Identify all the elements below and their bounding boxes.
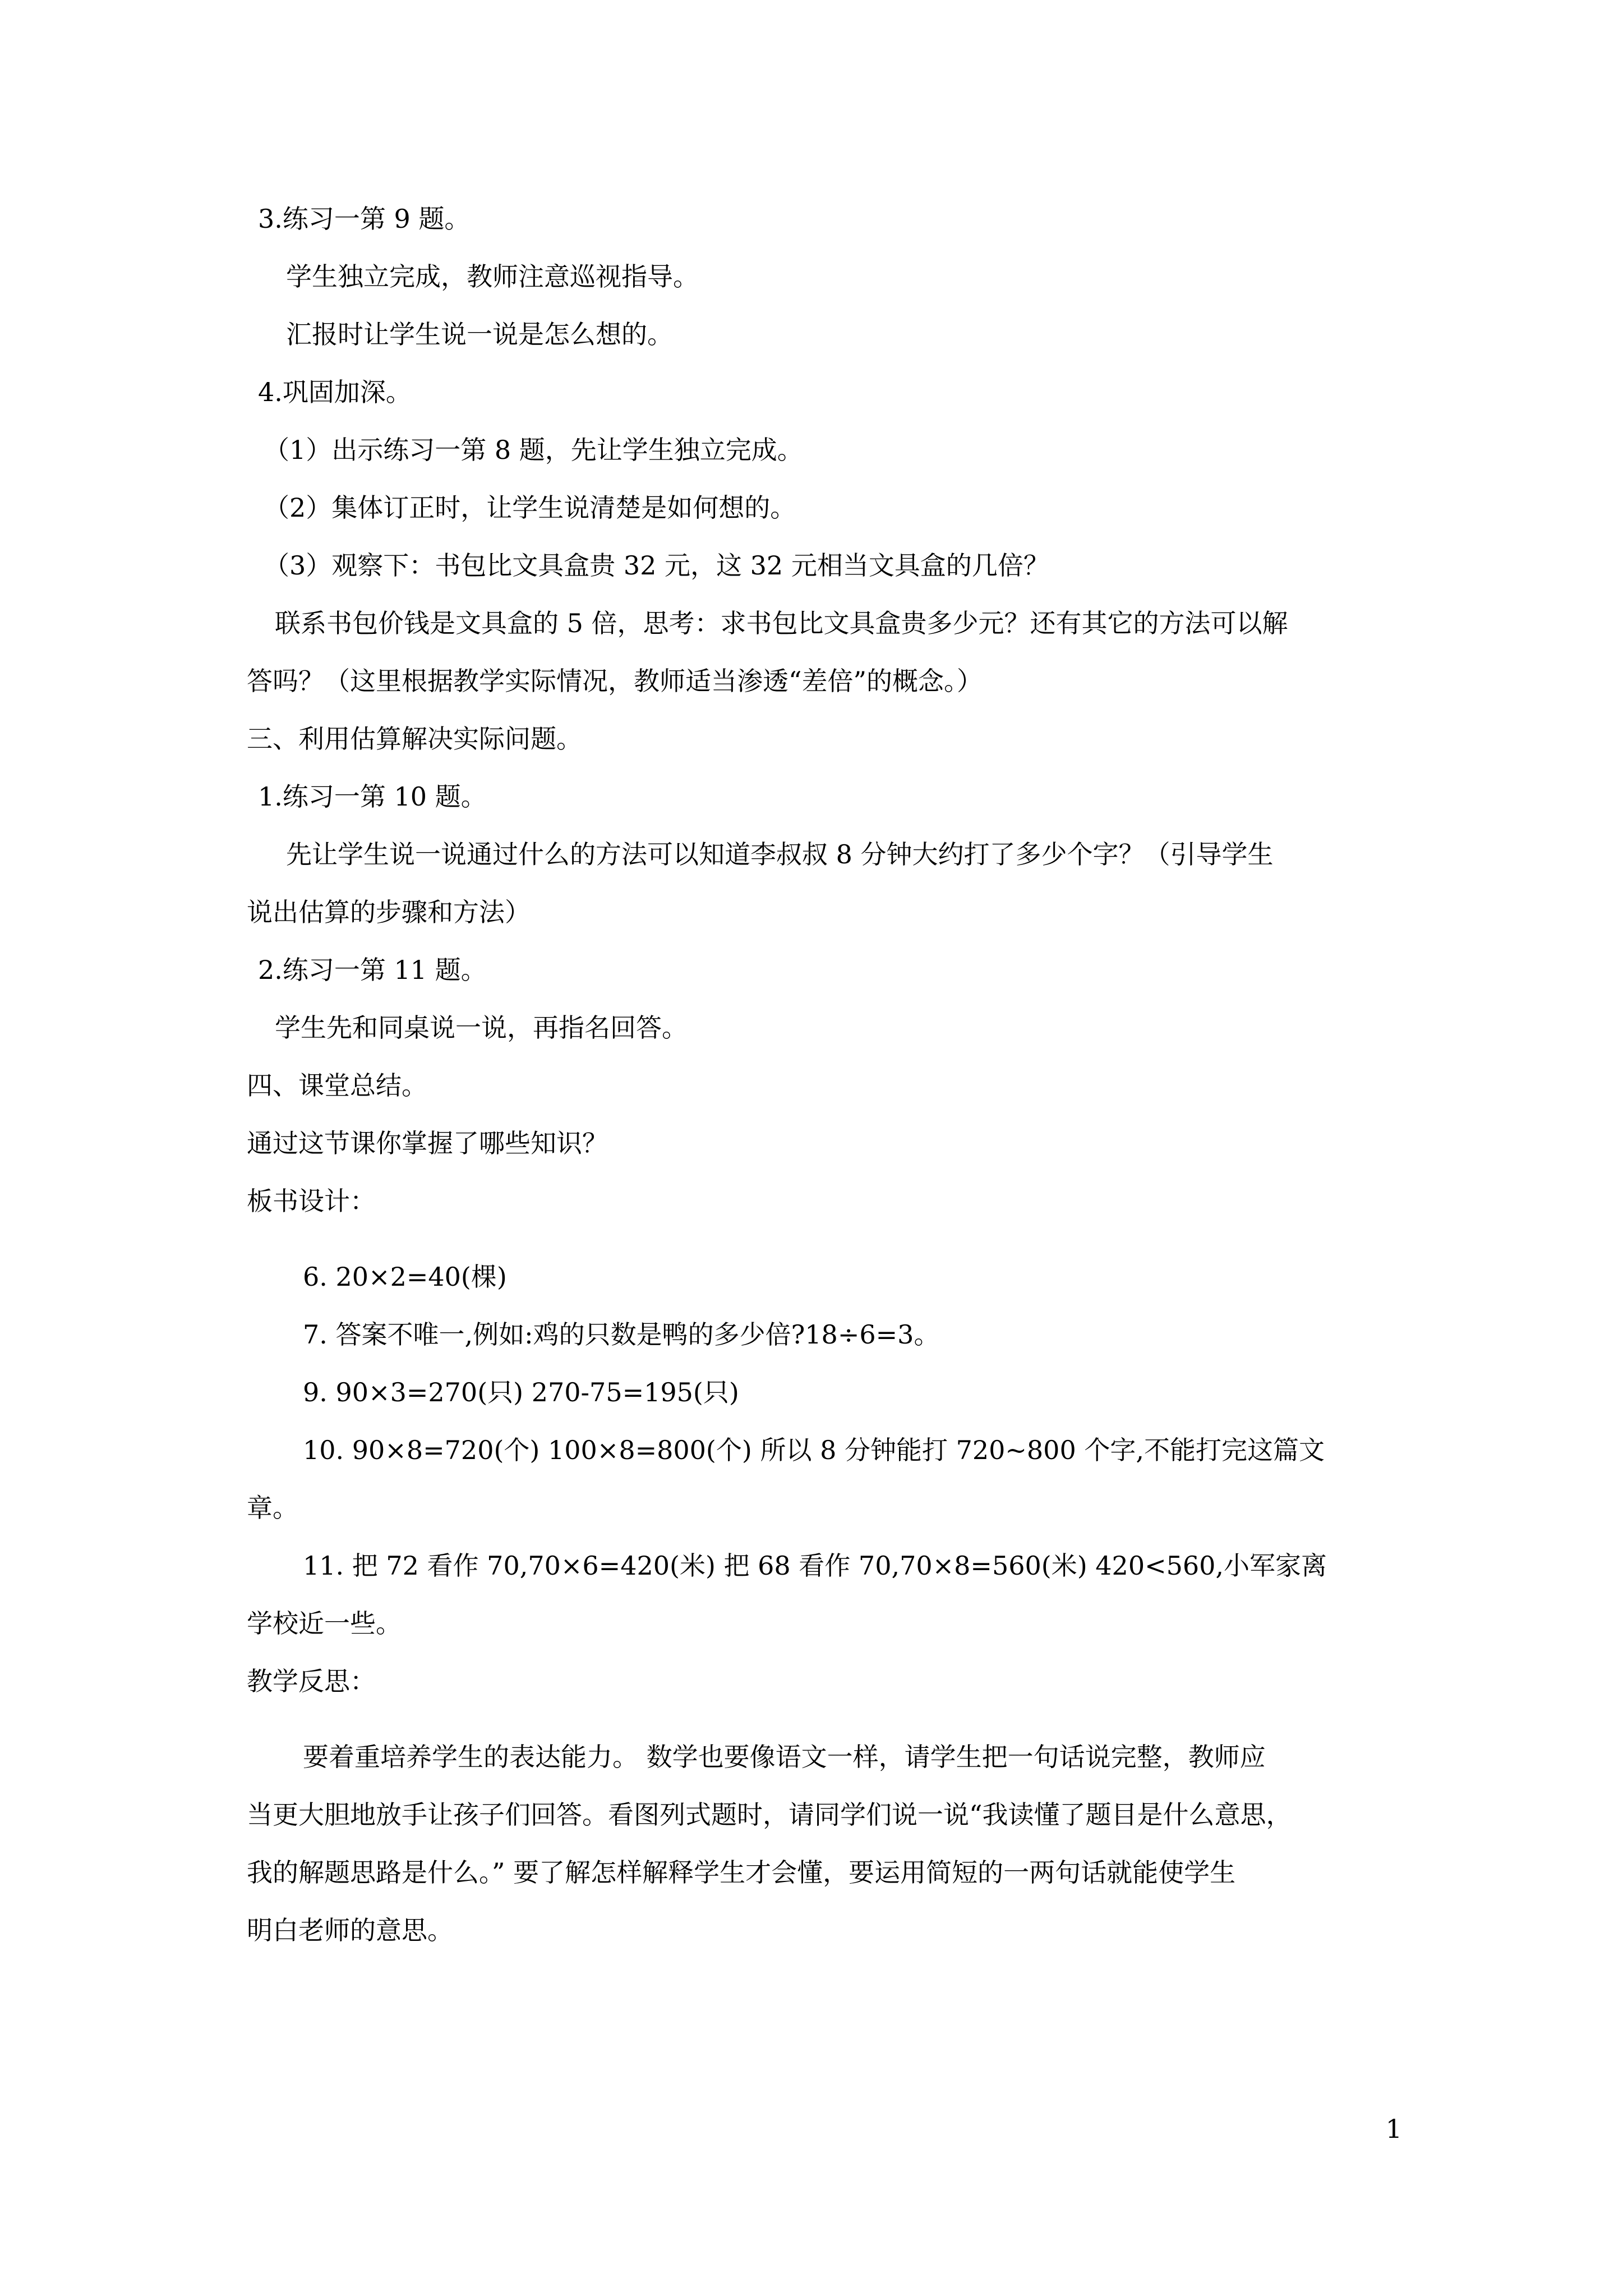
exercise-3-line-1: 学生独立完成，教师注意巡视指导。 — [286, 261, 699, 292]
exercise-4-item-3: （3）观察下：书包比文具盒贵 32 元，这 32 元相当文具盒的几倍？ — [264, 550, 1049, 581]
reflection-line-4: 明白老师的意思。 — [247, 1915, 453, 1945]
board-design-heading: 板书设计： — [247, 1186, 376, 1216]
exercise-4-item-2: （2）集体订正时，让学生说清楚是如何想的。 — [264, 493, 796, 523]
board-answer-11-line-2: 学校近一些。 — [247, 1608, 402, 1639]
board-answer-10-line-1: 10. 90×8=720(个) 100×8=800(个) 所以 8 分钟能打 720~800 个字,不能打完这篇文 — [303, 1435, 1325, 1465]
exercise-4-item-1: （1）出示练习一第 8 题，先让学生独立完成。 — [264, 435, 803, 465]
exercise-4-paragraph-line-2: 答吗？（这里根据教学实际情况，教师适当渗透“差倍”的概念。） — [247, 666, 983, 696]
section-3-item-2-line: 学生先和同桌说一说，再指名回答。 — [275, 1013, 688, 1043]
exercise-4-heading: 4.巩固加深。 — [258, 377, 412, 407]
board-answer-9: 9. 90×3=270(只) 270-75=195(只) — [303, 1377, 739, 1407]
section-4-heading: 四、课堂总结。 — [247, 1070, 427, 1101]
board-answer-11-line-1: 11. 把 72 看作 70,70×6=420(米) 把 68 看作 70,70×8=560(米) 420<560,小军家离 — [303, 1550, 1327, 1581]
board-answer-10-line-2: 章。 — [247, 1493, 298, 1523]
section-3-heading: 三、利用估算解决实际问题。 — [247, 724, 582, 754]
section-3-item-2-heading: 2.练习一第 11 题。 — [258, 955, 487, 985]
board-answer-6: 6. 20×2=40(棵) — [303, 1262, 507, 1292]
section-3-item-1-line-2: 说出估算的步骤和方法） — [247, 897, 531, 927]
board-answer-7: 7. 答案不唯一,例如:鸡的只数是鸭的多少倍?18÷6=3。 — [303, 1319, 940, 1350]
reflection-heading: 教学反思： — [247, 1666, 376, 1696]
exercise-3-line-2: 汇报时让学生说一说是怎么想的。 — [286, 319, 673, 349]
reflection-line-3: 我的解题思路是什么。” 要了解怎样解释学生才会懂，要运用简短的一两句话就能使学生 — [247, 1857, 1236, 1888]
reflection-line-2: 当更大胆地放手让孩子们回答。看图列式题时，请同学们说一说“我读懂了题目是什么意思， — [247, 1800, 1292, 1830]
section-4-question: 通过这节课你掌握了哪些知识？ — [247, 1128, 608, 1158]
page-number: 1 — [1385, 2114, 1402, 2144]
section-3-item-1-line-1: 先让学生说一说通过什么的方法可以知道李叔叔 8 分钟大约打了多少个字？（引导学生 — [286, 839, 1274, 869]
reflection-line-1: 要着重培养学生的表达能力。 数学也要像语文一样，请学生把一句话说完整，教师应 — [303, 1742, 1266, 1772]
exercise-4-paragraph-line-1: 联系书包价钱是文具盒的 5 倍，思考：求书包比文具盒贵多少元？还有其它的方法可以解 — [275, 608, 1288, 638]
exercise-3-heading: 3.练习一第 9 题。 — [258, 204, 471, 234]
section-3-item-1-heading: 1.练习一第 10 题。 — [258, 781, 487, 812]
